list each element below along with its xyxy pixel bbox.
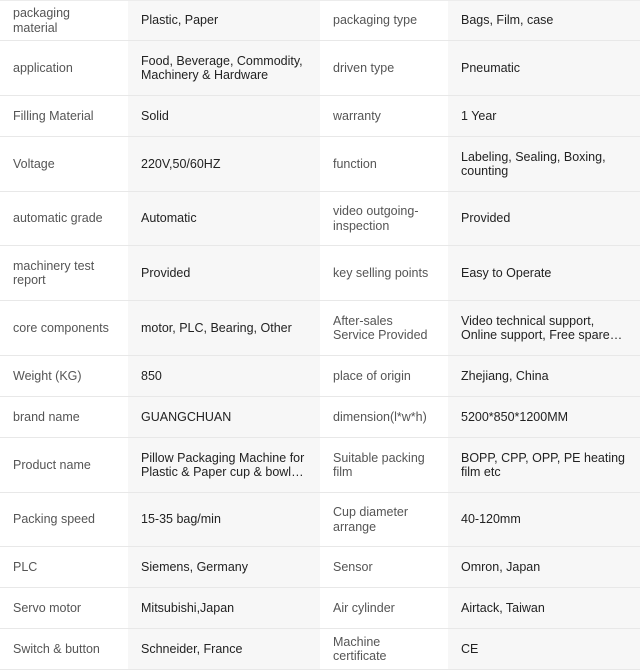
table-row <box>0 397 640 438</box>
attribute-label: Machine certificate <box>320 629 448 670</box>
attribute-value: CE <box>448 629 640 670</box>
attribute-label: place of origin <box>320 356 448 397</box>
attribute-label: Cup diameter arrange <box>320 493 448 547</box>
attribute-label: brand name <box>0 397 128 438</box>
attribute-label: warranty <box>320 96 448 137</box>
attribute-label: Packing speed <box>0 493 128 547</box>
attribute-value: Bags, Film, case <box>448 1 640 41</box>
table-row <box>0 137 640 192</box>
attribute-value <box>448 301 640 356</box>
attribute-value: BOPP, CPP, OPP, PE heating film etc <box>448 438 640 493</box>
attribute-value: 220V,50/60HZ <box>128 137 320 192</box>
attribute-value: Schneider, France <box>128 629 320 670</box>
attribute-value <box>128 438 320 493</box>
attribute-value: Omron, Japan <box>448 547 640 588</box>
table-row <box>0 493 640 547</box>
attribute-value: Plastic, Paper <box>128 1 320 41</box>
table-row <box>0 547 640 588</box>
attribute-label: application <box>0 41 128 96</box>
table-row <box>0 192 640 246</box>
attribute-value: Easy to Operate <box>448 246 640 301</box>
attribute-label: packaging material <box>0 1 128 41</box>
table-row <box>0 1 640 41</box>
attribute-label: function <box>320 137 448 192</box>
attribute-label: Switch & button <box>0 629 128 670</box>
table-row <box>0 301 640 356</box>
table-row <box>0 629 640 670</box>
table-row <box>0 588 640 629</box>
attribute-value: Provided <box>448 192 640 246</box>
attribute-label: Weight (KG) <box>0 356 128 397</box>
attribute-value-text: Pillow Packaging Machine for Plastic & Paper cup & bowl… <box>141 450 305 479</box>
attribute-label: PLC <box>0 547 128 588</box>
attribute-value: Provided <box>128 246 320 301</box>
attribute-label: After-sales Service Provided <box>320 301 448 356</box>
attribute-label: packaging type <box>320 1 448 41</box>
attribute-value-text: Video technical support, Online support, Free spare… <box>461 313 623 342</box>
attribute-label: Air cylinder <box>320 588 448 629</box>
attribute-value: GUANGCHUAN <box>128 397 320 438</box>
attribute-label: driven type <box>320 41 448 96</box>
table-row <box>0 356 640 397</box>
attribute-value: Food, Beverage, Commodity, Machinery & Hardware <box>128 41 320 96</box>
attribute-label: core components <box>0 301 128 356</box>
attribute-label: Product name <box>0 438 128 493</box>
table-row <box>0 438 640 493</box>
attribute-value: Solid <box>128 96 320 137</box>
attribute-value: 850 <box>128 356 320 397</box>
attribute-label: machinery test report <box>0 246 128 301</box>
attribute-value: Zhejiang, China <box>448 356 640 397</box>
attribute-label: Filling Material <box>0 96 128 137</box>
attribute-label: dimension(l*w*h) <box>320 397 448 438</box>
attribute-label: Servo motor <box>0 588 128 629</box>
attribute-value: Pneumatic <box>448 41 640 96</box>
attribute-value: 40-120mm <box>448 493 640 547</box>
attribute-value: 15-35 bag/min <box>128 493 320 547</box>
attribute-value: 1 Year <box>448 96 640 137</box>
attribute-value: Automatic <box>128 192 320 246</box>
attribute-value: Mitsubishi,Japan <box>128 588 320 629</box>
attribute-value: Airtack, Taiwan <box>448 588 640 629</box>
attribute-value: Labeling, Sealing, Boxing, counting <box>448 137 640 192</box>
attribute-value: Siemens, Germany <box>128 547 320 588</box>
attribute-value: 5200*850*1200MM <box>448 397 640 438</box>
table-row <box>0 41 640 96</box>
attribute-label: automatic grade <box>0 192 128 246</box>
spec-table-body <box>0 1 640 670</box>
attribute-label: Sensor <box>320 547 448 588</box>
attribute-label: key selling points <box>320 246 448 301</box>
table-row <box>0 246 640 301</box>
table-row <box>0 96 640 137</box>
attribute-label: video outgoing-inspection <box>320 192 448 246</box>
attribute-label: Voltage <box>0 137 128 192</box>
attribute-label: Suitable packing film <box>320 438 448 493</box>
attribute-value: motor, PLC, Bearing, Other <box>128 301 320 356</box>
